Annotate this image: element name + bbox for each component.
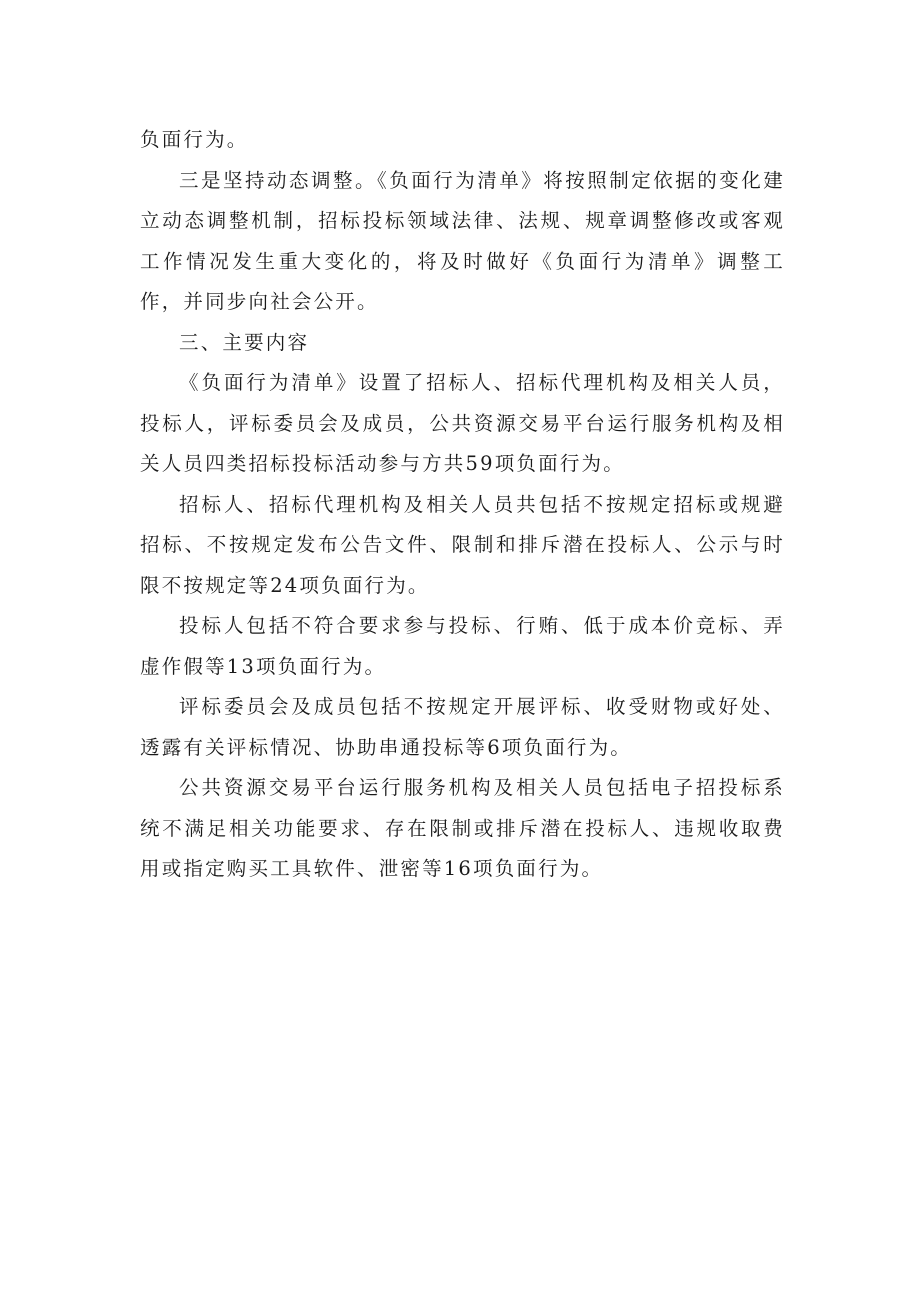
document-body [140,120,785,890]
section-heading-main-content: 三、主要内容 [179,330,310,354]
paragraph-bidder-behaviors: 投标人包括不符合要求参与投标、行贿、低于成本价竞标、弄虚作假等13项负面行为。 [140,614,785,678]
paragraph-continuation: 负面行为。 [140,128,249,151]
paragraph-evaluation-committee-behaviors: 评标委员会及成员包括不按规定开展评标、收受财物或好处、透露有关评标情况、协助串通投标等6项负面行为。 [140,695,785,759]
paragraph-dynamic-adjustment: 三是坚持动态调整。《负面行为清单》将按照制定依据的变化建立动态调整机制，招标投标领域法律、法规、规章调整修改或客观工作情况发生重大变化的，将及时做好《负面行为清单》调整工作，并同步向社会公开。 [140,168,785,313]
paragraph-trading-platform-behaviors: 公共资源交易平台运行服务机构及相关人员包括电子招投标系统不满足相关功能要求、存在限制或排斥潜在投标人、违规收取费用或指定购买工具软件、泄密等16项负面行为。 [140,776,785,880]
paragraph-list-overview: 《负面行为清单》设置了招标人、招标代理机构及相关人员，投标人，评标委员会及成员，公共资源交易平台运行服务机构及相关人员四类招标投标活动参与方共59项负面行为。 [140,371,785,475]
paragraph-tenderer-behaviors: 招标人、招标代理机构及相关人员共包括不按规定招标或规避招标、不按规定发布公告文件、限制和排斥潜在投标人、公示与时限不按规定等24项负面行为。 [140,492,785,597]
